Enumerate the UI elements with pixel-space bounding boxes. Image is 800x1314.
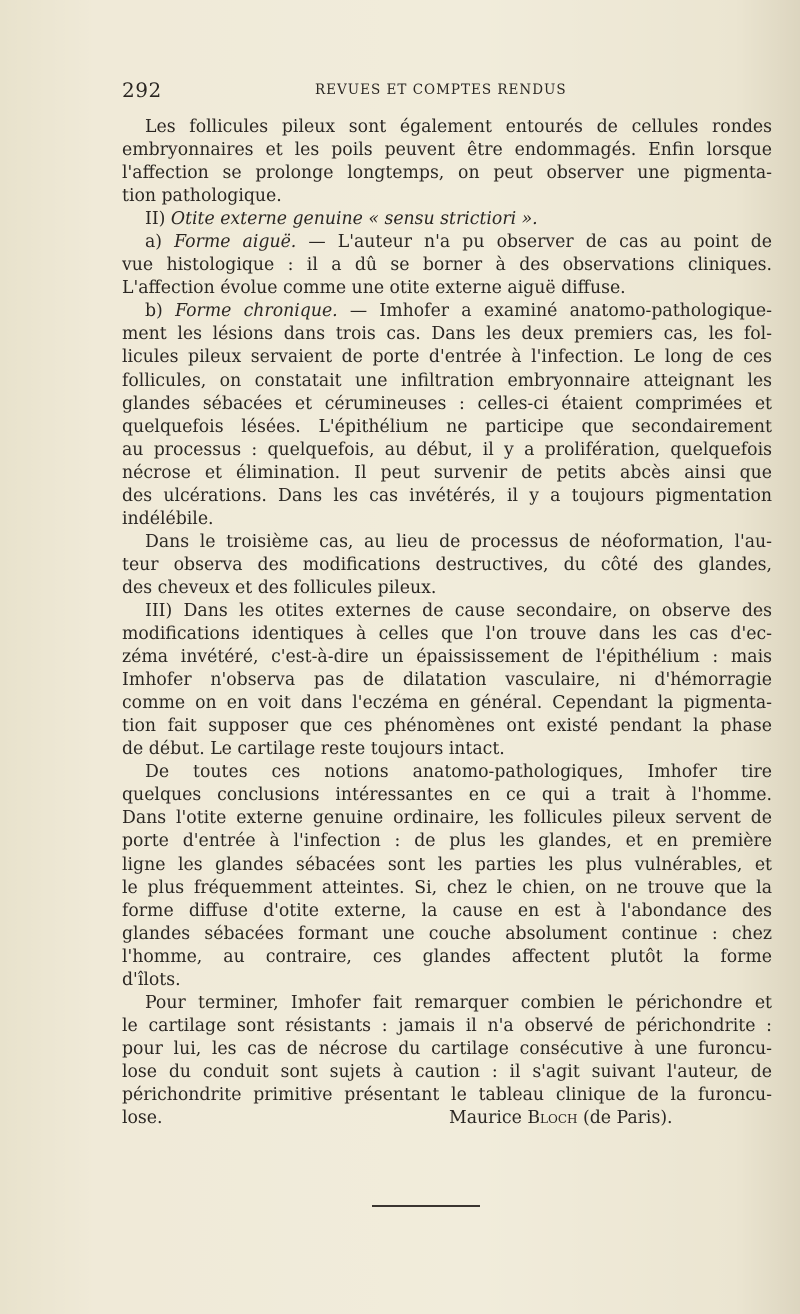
subsection-label: b) — [145, 301, 163, 322]
article-body — [122, 116, 772, 1130]
text-line: l'homme, au contraire, ces glandes affectent plutôt la forme — [122, 946, 772, 967]
text-line: — L'auteur n'a pu observer de cas au point de — [296, 232, 772, 253]
text-line: licules pileux servaient de porte d'entrée à l'infection. Le long de ces — [122, 347, 772, 368]
text-line: le cartilage sont résistants : jamais il n'a observé de périchondrite : — [122, 1015, 772, 1036]
end-rule-divider — [372, 1205, 480, 1207]
text-line: nécrose et élimination. Il peut survenir de petits abcès ainsi que — [122, 462, 772, 483]
section-heading-3: III) Dans les otites externes de cause secondaire, on observe des — [145, 600, 772, 621]
section-heading-2 — [122, 208, 772, 231]
subsection-a-line — [122, 231, 772, 254]
text-line: teur observa des modifications destructives, du côté des glandes, — [122, 554, 772, 575]
text-line: Pour terminer, Imhofer fait remarquer combien le périchondre et — [145, 992, 772, 1013]
running-head: REVUES ET COMPTES RENDUS — [315, 82, 567, 98]
text-line: lose. — [122, 1108, 163, 1129]
text-line: ment les lésions dans trois cas. Dans les deux premiers cas, les fol- — [122, 324, 772, 345]
subsection-title: Forme aiguë. — [174, 232, 297, 253]
author-affiliation: (de Paris). — [582, 1108, 673, 1129]
text-line: porte d'entrée à l'infection : de plus les glandes, et en première — [122, 831, 772, 852]
text-line: Dans l'otite externe genuine ordinaire, les follicules pileux servent de — [122, 808, 772, 829]
text-line: De toutes ces notions anatomo-pathologiques, Imhofer tire — [145, 762, 772, 783]
text-line: tion pathologique. — [122, 186, 282, 207]
text-line: vue histologique : il a dû se borner à des observations cliniques. — [122, 255, 772, 276]
subsection-b-line — [122, 300, 772, 323]
text-line: Les follicules pileux sont également entourés de cellules rondes — [145, 117, 772, 137]
text-line: forme diffuse d'otite externe, la cause en est à l'abondance des — [122, 900, 772, 921]
text-line: périchondrite primitive présentant le tableau clinique de la furoncu- — [122, 1084, 772, 1105]
text-line: L'affection évolue comme une otite externe aiguë diffuse. — [122, 278, 626, 299]
text-line: embryonnaires et les poils peuvent être endommagés. Enfin lorsque — [122, 140, 772, 161]
text-line: quelques conclusions intéressantes en ce qui a trait à l'homme. — [122, 785, 772, 806]
text-line: Dans le troisième cas, au lieu de processus de néoformation, l'au- — [145, 531, 772, 552]
text-line: quelquefois lésées. L'épithélium ne participe que secondairement — [122, 416, 772, 437]
author-signature — [449, 1107, 673, 1130]
text-line: indélébile. — [122, 508, 214, 529]
text-line: glandes sébacées et cérumineuses : celles-ci étaient comprimées et — [122, 393, 772, 414]
text-line: glandes sébacées formant une couche absolument continue : chez — [122, 923, 772, 944]
text-line: des ulcérations. Dans les cas invétérés, il y a toujours pigmentation — [122, 485, 772, 506]
section-title: Otite externe genuine « sensu strictiori ». — [170, 209, 538, 230]
text-line: Imhofer n'observa pas de dilatation vasculaire, ni d'hémorragie — [122, 670, 772, 691]
page-number: 292 — [122, 78, 162, 102]
closing-line — [122, 1107, 772, 1130]
text-line: de début. Le cartilage reste toujours intact. — [122, 739, 505, 760]
text-line: comme on en voit dans l'eczéma en général. Cependant la pigmenta- — [122, 693, 772, 714]
text-line: l'affection se prolonge longtemps, on peut observer une pigmenta- — [122, 163, 772, 184]
text-line: tion fait supposer que ces phénomènes ont existé pendant la phase — [122, 716, 772, 737]
page-header — [122, 78, 772, 102]
text-line: zéma invétéré, c'est-à-dire un épaississement de l'épithélium : mais — [122, 647, 772, 668]
subsection-title: Forme chronique. — [175, 301, 338, 322]
author-last-name: Bloch — [527, 1108, 578, 1129]
author-first-name: Maurice — [449, 1108, 522, 1129]
text-line: des cheveux et des follicules pileux. — [122, 577, 437, 598]
text-line: le plus fréquemment atteintes. Si, chez le chien, on ne trouve que la — [122, 877, 772, 898]
text-line: — Imhofer a examiné anatomo-pathologique- — [337, 301, 772, 322]
text-line: au processus : quelquefois, au début, il y a prolifération, quelquefois — [122, 439, 772, 460]
text-line: modifications identiques à celles que l'on trouve dans les cas d'ec- — [122, 624, 772, 645]
text-line: follicules, on constatait une infiltration embryonnaire atteignant les — [122, 370, 772, 391]
text-line: lose du conduit sont sujets à caution : il s'agit suivant l'auteur, de — [122, 1061, 772, 1082]
section-number: II) — [145, 209, 166, 230]
text-line: ligne les glandes sébacées sont les parties les plus vulnérables, et — [122, 854, 772, 875]
subsection-label: a) — [145, 232, 163, 253]
text-line: d'îlots. — [122, 969, 181, 990]
text-line: pour lui, les cas de nécrose du cartilage consécutive à une furoncu- — [122, 1038, 772, 1059]
